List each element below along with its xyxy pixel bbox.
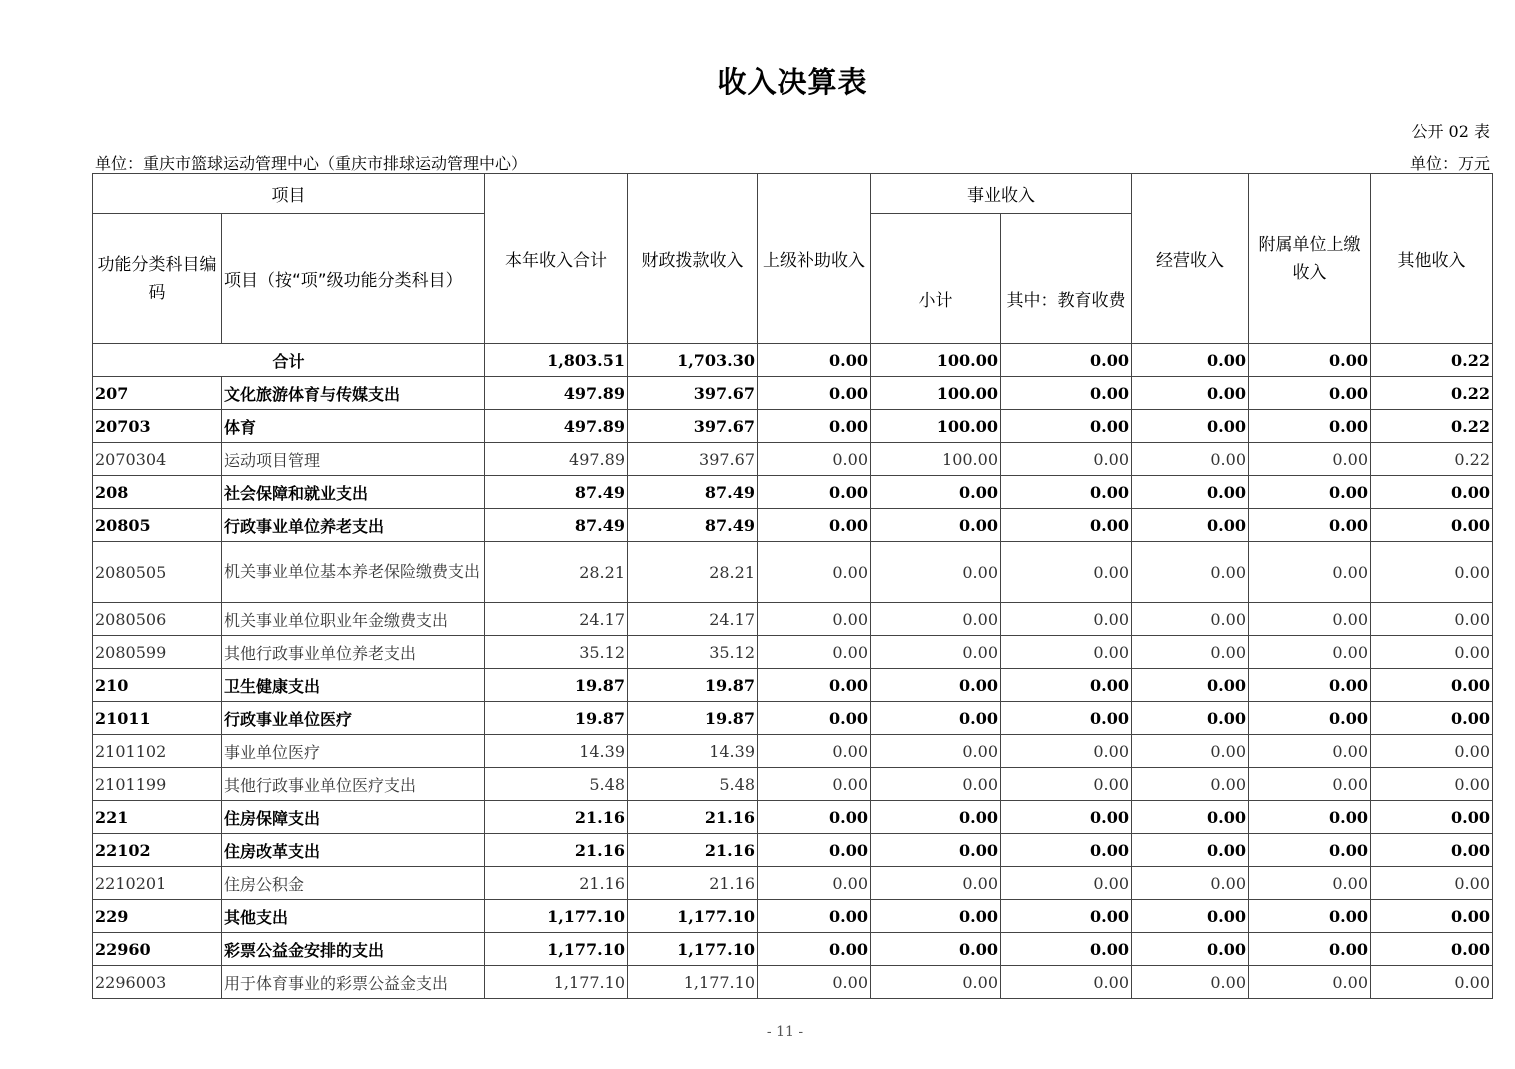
cell-fiscal: 87.49 xyxy=(628,509,758,542)
cell-fiscal: 28.21 xyxy=(628,542,758,603)
cell-subtotal: 0.00 xyxy=(871,801,1001,834)
cell-subtotal: 0.00 xyxy=(871,636,1001,669)
cell-other: 0.00 xyxy=(1371,900,1493,933)
cell-superior: 0.00 xyxy=(758,702,871,735)
cell-name: 事业单位医疗 xyxy=(222,735,485,768)
cell-total: 497.89 xyxy=(485,377,628,410)
income-table xyxy=(92,173,1493,999)
cell-affiliated: 0.00 xyxy=(1249,377,1371,410)
cell-subtotal: 0.00 xyxy=(871,542,1001,603)
cell-fiscal: 397.67 xyxy=(628,443,758,476)
cell-name: 社会保障和就业支出 xyxy=(222,476,485,509)
cell-total: 87.49 xyxy=(485,509,628,542)
cell-total: 14.39 xyxy=(485,735,628,768)
total-row xyxy=(93,344,1493,377)
cell-affiliated: 0.00 xyxy=(1249,542,1371,603)
cell-name: 其他行政事业单位医疗支出 xyxy=(222,768,485,801)
header-code: 功能分类科目编码 xyxy=(93,214,222,344)
cell-subtotal: 100.00 xyxy=(871,344,1001,377)
cell-name: 运动项目管理 xyxy=(222,443,485,476)
cell-name: 机关事业单位基本养老保险缴费支出 xyxy=(222,542,485,603)
cell-affiliated: 0.00 xyxy=(1249,344,1371,377)
cell-education: 0.00 xyxy=(1001,344,1132,377)
cell-education: 0.00 xyxy=(1001,636,1132,669)
cell-operating: 0.00 xyxy=(1132,702,1249,735)
cell-code: 2080599 xyxy=(93,636,222,669)
cell-code: 210 xyxy=(93,669,222,702)
table-row xyxy=(93,867,1493,900)
cell-name: 用于体育事业的彩票公益金支出 xyxy=(222,966,485,999)
reporting-unit: 单位：重庆市篮球运动管理中心（重庆市排球运动管理中心） xyxy=(95,154,528,173)
cell-name: 住房改革支出 xyxy=(222,834,485,867)
cell-total: 497.89 xyxy=(485,443,628,476)
cell-other: 0.22 xyxy=(1371,377,1493,410)
cell-superior: 0.00 xyxy=(758,603,871,636)
cell-education: 0.00 xyxy=(1001,476,1132,509)
cell-operating: 0.00 xyxy=(1132,768,1249,801)
cell-other: 0.00 xyxy=(1371,867,1493,900)
cell-education: 0.00 xyxy=(1001,443,1132,476)
cell-superior: 0.00 xyxy=(758,377,871,410)
cell-operating: 0.00 xyxy=(1132,410,1249,443)
cell-operating: 0.00 xyxy=(1132,867,1249,900)
header-project: 项目 xyxy=(93,174,485,214)
cell-fiscal: 24.17 xyxy=(628,603,758,636)
cell-operating: 0.00 xyxy=(1132,933,1249,966)
cell-other: 0.00 xyxy=(1371,669,1493,702)
cell-fiscal: 1,177.10 xyxy=(628,933,758,966)
cell-other: 0.00 xyxy=(1371,603,1493,636)
cell-superior: 0.00 xyxy=(758,867,871,900)
cell-subtotal: 0.00 xyxy=(871,702,1001,735)
cell-code: 22102 xyxy=(93,834,222,867)
cell-other: 0.00 xyxy=(1371,966,1493,999)
cell-fiscal: 19.87 xyxy=(628,702,758,735)
cell-education: 0.00 xyxy=(1001,735,1132,768)
table-row xyxy=(93,801,1493,834)
cell-code: 22960 xyxy=(93,933,222,966)
cell-subtotal: 100.00 xyxy=(871,377,1001,410)
table-row xyxy=(93,768,1493,801)
table-row xyxy=(93,933,1493,966)
header-other: 其他收入 xyxy=(1371,174,1493,344)
cell-superior: 0.00 xyxy=(758,834,871,867)
cell-code: 221 xyxy=(93,801,222,834)
table-header xyxy=(93,174,1493,344)
cell-other: 0.00 xyxy=(1371,933,1493,966)
cell-superior: 0.00 xyxy=(758,768,871,801)
cell-code: 2080506 xyxy=(93,603,222,636)
cell-subtotal: 0.00 xyxy=(871,768,1001,801)
cell-fiscal: 21.16 xyxy=(628,834,758,867)
cell-affiliated: 0.00 xyxy=(1249,768,1371,801)
table-row xyxy=(93,542,1493,603)
cell-code: 20805 xyxy=(93,509,222,542)
cell-education: 0.00 xyxy=(1001,702,1132,735)
cell-superior: 0.00 xyxy=(758,509,871,542)
cell-name: 文化旅游体育与传媒支出 xyxy=(222,377,485,410)
cell-education: 0.00 xyxy=(1001,900,1132,933)
header-operating: 经营收入 xyxy=(1132,174,1249,344)
table-body xyxy=(93,344,1493,999)
cell-education: 0.00 xyxy=(1001,867,1132,900)
cell-other: 0.00 xyxy=(1371,542,1493,603)
cell-code: 2210201 xyxy=(93,867,222,900)
page-number: - 11 - xyxy=(766,1024,804,1040)
cell-superior: 0.00 xyxy=(758,476,871,509)
cell-operating: 0.00 xyxy=(1132,669,1249,702)
cell-subtotal: 0.00 xyxy=(871,900,1001,933)
cell-operating: 0.00 xyxy=(1132,542,1249,603)
cell-fiscal: 21.16 xyxy=(628,801,758,834)
cell-subtotal: 100.00 xyxy=(871,410,1001,443)
cell-affiliated: 0.00 xyxy=(1249,834,1371,867)
cell-fiscal: 397.67 xyxy=(628,410,758,443)
cell-total: 35.12 xyxy=(485,636,628,669)
cell-fiscal: 1,177.10 xyxy=(628,966,758,999)
cell-subtotal: 0.00 xyxy=(871,669,1001,702)
cell-total: 19.87 xyxy=(485,702,628,735)
cell-subtotal: 0.00 xyxy=(871,966,1001,999)
header-business: 事业收入 xyxy=(871,174,1132,214)
cell-subtotal: 100.00 xyxy=(871,443,1001,476)
cell-affiliated: 0.00 xyxy=(1249,669,1371,702)
header-name: 项目（按“项”级功能分类科目） xyxy=(222,214,485,344)
table-row xyxy=(93,476,1493,509)
cell-education: 0.00 xyxy=(1001,410,1132,443)
cell-affiliated: 0.00 xyxy=(1249,867,1371,900)
cell-superior: 0.00 xyxy=(758,801,871,834)
table-row xyxy=(93,834,1493,867)
table-row xyxy=(93,900,1493,933)
table-row xyxy=(93,377,1493,410)
cell-code: 207 xyxy=(93,377,222,410)
header-subtotal: 小计 xyxy=(871,214,1001,344)
cell-name: 体育 xyxy=(222,410,485,443)
cell-education: 0.00 xyxy=(1001,933,1132,966)
cell-fiscal: 14.39 xyxy=(628,735,758,768)
table-row xyxy=(93,702,1493,735)
cell-affiliated: 0.00 xyxy=(1249,476,1371,509)
cell-name: 卫生健康支出 xyxy=(222,669,485,702)
table-row xyxy=(93,735,1493,768)
cell-other: 0.00 xyxy=(1371,834,1493,867)
cell-total: 19.87 xyxy=(485,669,628,702)
cell-education: 0.00 xyxy=(1001,669,1132,702)
header-fiscal: 财政拨款收入 xyxy=(628,174,758,344)
cell-name: 行政事业单位医疗 xyxy=(222,702,485,735)
cell-code: 208 xyxy=(93,476,222,509)
cell-superior: 0.00 xyxy=(758,933,871,966)
form-number: 公开 02 表 xyxy=(1411,122,1490,141)
cell-code: 21011 xyxy=(93,702,222,735)
cell-fiscal: 1,703.30 xyxy=(628,344,758,377)
cell-affiliated: 0.00 xyxy=(1249,801,1371,834)
cell-code: 229 xyxy=(93,900,222,933)
cell-name: 住房公积金 xyxy=(222,867,485,900)
cell-affiliated: 0.00 xyxy=(1249,636,1371,669)
cell-superior: 0.00 xyxy=(758,344,871,377)
cell-superior: 0.00 xyxy=(758,735,871,768)
table-row xyxy=(93,966,1493,999)
header-affiliated: 附属单位上缴收入 xyxy=(1249,174,1371,344)
cell-subtotal: 0.00 xyxy=(871,834,1001,867)
cell-affiliated: 0.00 xyxy=(1249,735,1371,768)
cell-affiliated: 0.00 xyxy=(1249,443,1371,476)
cell-subtotal: 0.00 xyxy=(871,476,1001,509)
cell-code: 2101102 xyxy=(93,735,222,768)
cell-total: 497.89 xyxy=(485,410,628,443)
cell-superior: 0.00 xyxy=(758,636,871,669)
cell-education: 0.00 xyxy=(1001,801,1132,834)
cell-superior: 0.00 xyxy=(758,900,871,933)
cell-code: 2296003 xyxy=(93,966,222,999)
cell-education: 0.00 xyxy=(1001,377,1132,410)
cell-operating: 0.00 xyxy=(1132,966,1249,999)
cell-subtotal: 0.00 xyxy=(871,735,1001,768)
cell-total: 5.48 xyxy=(485,768,628,801)
cell-other: 0.22 xyxy=(1371,443,1493,476)
cell-subtotal: 0.00 xyxy=(871,603,1001,636)
cell-affiliated: 0.00 xyxy=(1249,509,1371,542)
cell-other: 0.00 xyxy=(1371,735,1493,768)
cell-operating: 0.00 xyxy=(1132,801,1249,834)
cell-total: 1,177.10 xyxy=(485,933,628,966)
cell-total: 1,803.51 xyxy=(485,344,628,377)
cell-operating: 0.00 xyxy=(1132,443,1249,476)
page-title: 收入决算表 xyxy=(717,65,868,99)
cell-education: 0.00 xyxy=(1001,509,1132,542)
cell-education: 0.00 xyxy=(1001,834,1132,867)
cell-other: 0.22 xyxy=(1371,410,1493,443)
cell-operating: 0.00 xyxy=(1132,735,1249,768)
cell-other: 0.00 xyxy=(1371,702,1493,735)
cell-total: 87.49 xyxy=(485,476,628,509)
cell-total: 1,177.10 xyxy=(485,900,628,933)
cell-total: 1,177.10 xyxy=(485,966,628,999)
cell-other: 0.22 xyxy=(1371,344,1493,377)
table-row xyxy=(93,669,1493,702)
cell-other: 0.00 xyxy=(1371,768,1493,801)
header-total: 本年收入合计 xyxy=(485,174,628,344)
cell-name: 其他支出 xyxy=(222,900,485,933)
cell-affiliated: 0.00 xyxy=(1249,410,1371,443)
cell-operating: 0.00 xyxy=(1132,377,1249,410)
cell-affiliated: 0.00 xyxy=(1249,966,1371,999)
cell-other: 0.00 xyxy=(1371,509,1493,542)
cell-subtotal: 0.00 xyxy=(871,933,1001,966)
cell-superior: 0.00 xyxy=(758,542,871,603)
cell-name: 行政事业单位养老支出 xyxy=(222,509,485,542)
total-label: 合计 xyxy=(93,344,485,377)
cell-code: 20703 xyxy=(93,410,222,443)
cell-education: 0.00 xyxy=(1001,768,1132,801)
cell-operating: 0.00 xyxy=(1132,476,1249,509)
cell-superior: 0.00 xyxy=(758,669,871,702)
cell-affiliated: 0.00 xyxy=(1249,900,1371,933)
cell-code: 2101199 xyxy=(93,768,222,801)
table-row xyxy=(93,509,1493,542)
cell-education: 0.00 xyxy=(1001,603,1132,636)
cell-affiliated: 0.00 xyxy=(1249,933,1371,966)
cell-total: 28.21 xyxy=(485,542,628,603)
cell-total: 24.17 xyxy=(485,603,628,636)
cell-code: 2080505 xyxy=(93,542,222,603)
cell-fiscal: 87.49 xyxy=(628,476,758,509)
cell-total: 21.16 xyxy=(485,801,628,834)
cell-name: 机关事业单位职业年金缴费支出 xyxy=(222,603,485,636)
cell-affiliated: 0.00 xyxy=(1249,603,1371,636)
cell-total: 21.16 xyxy=(485,867,628,900)
currency-unit: 单位：万元 xyxy=(1409,154,1490,173)
cell-affiliated: 0.00 xyxy=(1249,702,1371,735)
cell-operating: 0.00 xyxy=(1132,344,1249,377)
cell-fiscal: 397.67 xyxy=(628,377,758,410)
cell-subtotal: 0.00 xyxy=(871,867,1001,900)
cell-name: 住房保障支出 xyxy=(222,801,485,834)
cell-superior: 0.00 xyxy=(758,966,871,999)
cell-name: 其他行政事业单位养老支出 xyxy=(222,636,485,669)
cell-other: 0.00 xyxy=(1371,636,1493,669)
cell-code: 2070304 xyxy=(93,443,222,476)
cell-operating: 0.00 xyxy=(1132,603,1249,636)
header-superior: 上级补助收入 xyxy=(758,174,871,344)
table-row xyxy=(93,636,1493,669)
cell-subtotal: 0.00 xyxy=(871,509,1001,542)
cell-fiscal: 19.87 xyxy=(628,669,758,702)
cell-operating: 0.00 xyxy=(1132,636,1249,669)
cell-fiscal: 35.12 xyxy=(628,636,758,669)
cell-other: 0.00 xyxy=(1371,801,1493,834)
cell-superior: 0.00 xyxy=(758,410,871,443)
cell-fiscal: 5.48 xyxy=(628,768,758,801)
table-row xyxy=(93,443,1493,476)
table-row xyxy=(93,410,1493,443)
cell-fiscal: 1,177.10 xyxy=(628,900,758,933)
cell-name: 彩票公益金安排的支出 xyxy=(222,933,485,966)
cell-other: 0.00 xyxy=(1371,476,1493,509)
cell-operating: 0.00 xyxy=(1132,509,1249,542)
cell-education: 0.00 xyxy=(1001,966,1132,999)
cell-operating: 0.00 xyxy=(1132,900,1249,933)
cell-total: 21.16 xyxy=(485,834,628,867)
cell-education: 0.00 xyxy=(1001,542,1132,603)
table-row xyxy=(93,603,1493,636)
cell-fiscal: 21.16 xyxy=(628,867,758,900)
cell-operating: 0.00 xyxy=(1132,834,1249,867)
cell-superior: 0.00 xyxy=(758,443,871,476)
header-education: 其中：教育收费 xyxy=(1001,214,1132,344)
